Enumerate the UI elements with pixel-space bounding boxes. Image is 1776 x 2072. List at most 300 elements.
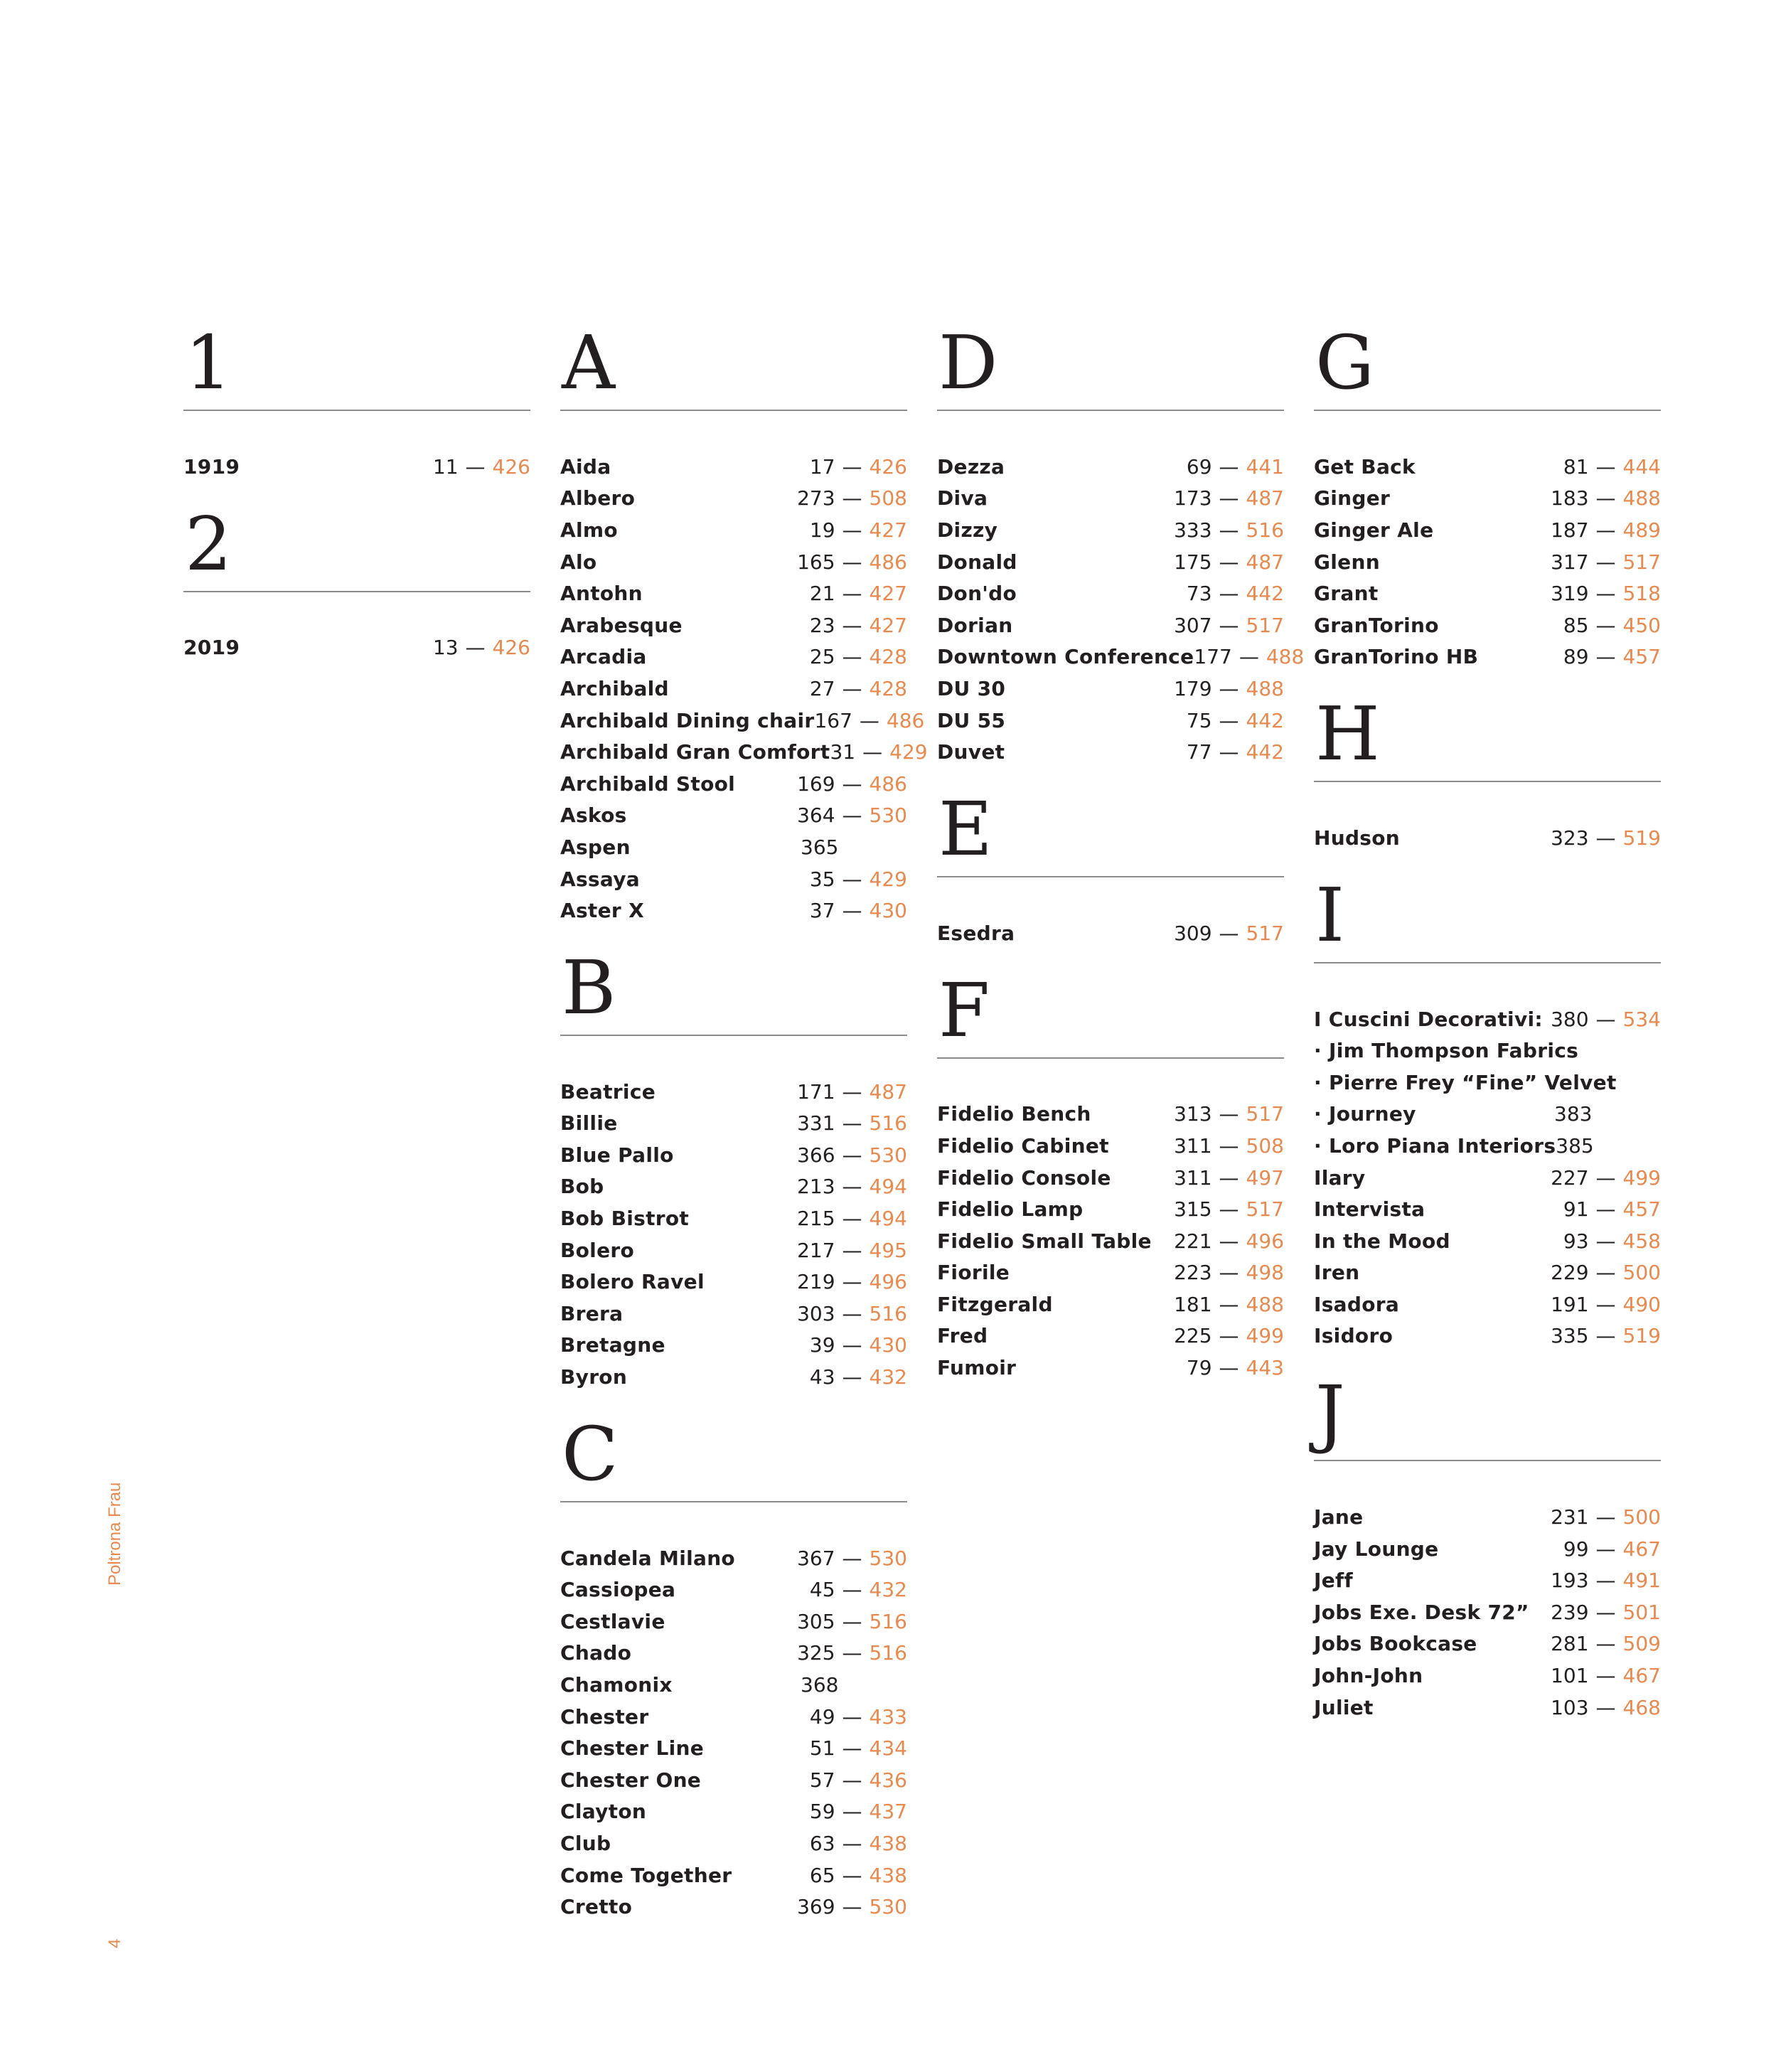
index-entry [560,673,907,705]
entry-pages [797,1547,907,1570]
entry-name: Billie [560,1111,618,1136]
entry-pages [1174,518,1284,542]
entry-page-start: 45 [809,1578,835,1602]
entry-name: 1919 [183,454,240,479]
entry-page-end: 517 [1246,1102,1284,1126]
entry-list [937,451,1305,768]
page-range-dash: — [1219,1165,1239,1190]
entry-name: Cestlavie [560,1609,665,1633]
entry-page-end: 494 [869,1175,907,1199]
index-entry [1314,483,1661,515]
index-entry [560,1234,907,1266]
entry-page-start: 11 [432,454,459,479]
page-range-dash: — [842,613,862,637]
entry-list [937,1099,1284,1384]
page-range-dash: — [1595,1569,1616,1593]
entry-pages [797,1207,907,1230]
entry-page-end: 534 [1622,1007,1661,1031]
index-entry [560,1701,907,1733]
index-entry [1314,1035,1661,1067]
entry-name: 2019 [183,636,240,660]
entry-pages [1187,740,1284,764]
entry-pages [1187,455,1284,479]
index-entry [560,895,907,926]
entry-pages [1551,518,1661,542]
index-entry [1314,1162,1661,1194]
entry-page-start: 167 [814,708,852,732]
index-section [937,785,1284,949]
entry-page-end: 467 [1622,1537,1661,1561]
entry-page-end: 438 [869,1831,907,1855]
entry-page-start: 213 [797,1175,835,1199]
entry-page-start: 175 [1174,550,1212,574]
index-entry [1314,577,1661,609]
index-entry [1314,1320,1661,1352]
entry-name: DU 55 [937,708,1006,732]
index-entry [1314,1628,1661,1660]
entry-pages [797,1641,907,1665]
entry-name: In the Mood [1314,1229,1450,1253]
entry-pages [797,1143,907,1167]
entry-page-start: 333 [1174,518,1212,542]
page-range-dash: — [1219,1197,1239,1222]
entry-pages [1563,455,1661,479]
entry-page-start: 367 [797,1546,835,1570]
page-range-dash: — [842,1365,862,1389]
index-entry [1314,641,1661,673]
entry-page-end: 430 [869,899,907,923]
entry-list [1314,1003,1661,1352]
page-range-dash: — [1219,676,1239,700]
entry-page-end: 427 [869,613,907,637]
page-range-dash: — [465,636,486,660]
index-column-1 [183,319,530,688]
section-letter: G [1315,319,1374,406]
entry-pages [810,1736,907,1760]
entry-pages [830,740,927,764]
entry-pages [810,582,907,605]
entry-list [560,451,928,926]
entry-page-start: 313 [1174,1102,1212,1126]
entry-pages [810,1800,907,1823]
entry-pages [797,1175,907,1198]
entry-pages [1194,645,1304,668]
page-number: 4 [105,1938,124,1948]
entry-page-start: 366 [797,1143,835,1167]
entry-page-start: 219 [797,1270,835,1294]
entry-name: Esedra [937,921,1015,945]
entry-name: Fitzgerald [937,1292,1053,1316]
section-divider [183,591,530,592]
page-range-dash: — [1219,486,1239,511]
entry-page-start: 65 [809,1863,835,1887]
entry-page-end: 486 [886,708,925,732]
entry-page-start: 31 [830,740,856,764]
entry-pages [1174,1229,1284,1253]
entry-name: GranTorino [1314,613,1439,637]
entry-page-end: 434 [869,1736,907,1761]
page-range-dash: — [842,1578,862,1602]
index-entry [560,1859,907,1891]
entry-page-end: 427 [869,518,907,542]
index-entry [1314,1660,1661,1692]
entry-page-start: 311 [1174,1165,1212,1190]
index-entry [937,641,1305,673]
section-divider [937,1057,1284,1059]
entry-page-start: 101 [1551,1664,1589,1688]
index-entry [937,546,1284,578]
entry-page-start: 311 [1174,1133,1212,1158]
page-range-dash: — [842,676,862,700]
entry-page-start: 217 [797,1238,835,1262]
entry-name: Archibald Gran Comfort [560,740,830,764]
entry-page-end: 519 [1622,826,1661,850]
entry-page-start: 305 [797,1609,835,1633]
entry-pages [1174,550,1284,574]
entry-name: Chester Line [560,1736,705,1761]
entry-page-end: 428 [869,645,907,669]
entry-page-start: 73 [1186,582,1212,606]
page-range-dash: — [1595,1695,1616,1719]
index-entry [1314,546,1661,578]
entry-page-end: 438 [869,1863,907,1887]
entry-pages [1174,1102,1284,1126]
page-range-dash: — [842,645,862,669]
entry-page-start: 57 [809,1768,835,1792]
index-entry [937,917,1284,949]
entry-page-end: 516 [869,1609,907,1633]
section-letter: 2 [185,500,231,587]
entry-page-start: 368 [801,1673,839,1697]
entry-pages [1174,486,1284,510]
entry-name: Glenn [1314,550,1380,574]
entry-pages [1551,486,1661,510]
index-entry [560,863,907,895]
page-range-dash: — [1219,582,1239,606]
page-range-dash: — [842,582,862,606]
page-range-dash: — [1595,1324,1616,1348]
entry-list [183,451,530,483]
entry-page-end: 488 [1246,1292,1284,1316]
page-range-dash: — [842,1609,862,1633]
entry-page-end: 457 [1622,1197,1661,1222]
entry-list [560,1076,907,1393]
entry-page-start: 303 [797,1301,835,1325]
entry-page-start: 215 [797,1207,835,1231]
section-divider [1314,962,1661,963]
entry-page-start: 319 [1551,582,1589,606]
entry-name: Fidelio Console [937,1165,1111,1190]
index-entry [1314,1288,1661,1320]
entry-name: Aida [560,454,611,479]
entry-list [1314,1501,1661,1723]
page-range-dash: — [842,1641,862,1665]
entry-name: Come Together [560,1863,732,1887]
entry-page-end: 442 [1246,708,1284,732]
entry-page-end: 491 [1622,1569,1661,1593]
entry-name: Dezza [937,454,1005,479]
entry-name: Clayton [560,1800,647,1824]
entry-page-end: 486 [869,771,907,796]
entry-page-end: 500 [1622,1505,1661,1529]
index-entry [1314,1130,1661,1162]
entry-page-start: 335 [1551,1324,1589,1348]
entry-name: GranTorino HB [1314,645,1479,669]
page-range-dash: — [862,740,883,764]
page-range-dash: — [1219,1229,1239,1253]
entry-page-end: 516 [869,1641,907,1665]
page-range-dash: — [1219,1292,1239,1316]
index-entry [560,641,907,673]
entry-page-end: 432 [869,1578,907,1602]
entry-name: John-John [1314,1664,1423,1688]
page-range-dash: — [1595,1197,1616,1222]
entry-page-end: 457 [1622,645,1661,669]
index-entry [560,1171,907,1203]
entry-name: Dizzy [937,518,998,542]
page-range-dash: — [1595,582,1616,606]
index-entry [560,451,907,483]
entry-pages [810,1705,907,1729]
index-entry [1314,609,1661,641]
entry-page-end: 517 [1246,1197,1284,1222]
entry-page-start: 193 [1551,1569,1589,1593]
index-entry [937,609,1284,641]
entry-pages [433,636,530,659]
index-entry [183,451,530,483]
index-entry [937,673,1284,705]
page-range-dash: — [1595,454,1616,479]
publisher-label: Poltrona Frau [105,1482,124,1586]
page-range-dash: — [1595,1505,1616,1529]
index-section [1314,690,1661,854]
index-entry [560,1574,907,1606]
index-section [560,1410,907,1923]
page-range-dash: — [1595,1600,1616,1624]
entry-page-start: 75 [1186,708,1212,732]
entry-page-end: 496 [1246,1229,1284,1253]
entry-name: Bob [560,1175,604,1199]
entry-pages [810,614,907,637]
page-range-dash: — [1595,1261,1616,1285]
index-section [1314,319,1661,673]
entry-pages [810,645,907,668]
entry-name: · Jim Thompson Fabrics [1314,1039,1579,1063]
entry-pages [797,772,907,796]
entry-pages [1551,1324,1661,1347]
entry-page-end: 486 [869,550,907,574]
entry-pages [1551,1293,1661,1316]
entry-name: Hudson [1314,826,1401,850]
entry-page-start: 17 [809,454,835,479]
entry-name: Albero [560,486,636,511]
index-entry [1314,1225,1661,1257]
entry-name: Club [560,1831,611,1855]
entry-pages [797,803,907,827]
index-entry [560,1669,907,1701]
entry-page-start: 364 [797,803,835,828]
page-range-dash: — [842,803,862,828]
page-range-dash: — [1595,1537,1616,1561]
entry-name: Aster X [560,899,644,923]
entry-name: Don'do [937,582,1017,606]
entry-page-end: 442 [1246,582,1284,606]
entry-pages [1551,582,1661,605]
page-range-dash: — [842,486,862,511]
index-entry [560,1638,907,1670]
entry-pages [810,1365,907,1389]
page-range-dash: — [859,708,879,732]
entry-page-end: 437 [869,1800,907,1824]
index-entry [1314,1533,1661,1565]
entry-name: Fidelio Lamp [937,1197,1084,1222]
entry-page-start: 315 [1174,1197,1212,1222]
entry-pages [1551,1664,1661,1687]
entry-page-end: 509 [1622,1632,1661,1656]
page-range-dash: — [842,1238,862,1262]
entry-name: Jobs Exe. Desk 72” [1314,1600,1529,1624]
index-entry [560,1796,907,1828]
entry-pages [810,455,907,479]
entry-name: Antohn [560,582,643,606]
entry-name: Fidelio Small Table [937,1229,1152,1253]
page-range-dash: — [1219,454,1239,479]
entry-page-start: 225 [1174,1324,1212,1348]
page-range-dash: — [842,1895,862,1919]
index-entry [560,1076,907,1108]
entry-page-end: 530 [869,1895,907,1919]
entry-name: Chester [560,1704,649,1729]
entry-page-end: 530 [869,1546,907,1570]
entry-pages [1174,1293,1284,1316]
entry-page-end: 501 [1622,1600,1661,1624]
entry-name: Fidelio Bench [937,1102,1091,1126]
entry-page-start: 325 [797,1641,835,1665]
entry-name: Bolero Ravel [560,1270,705,1294]
page-range-dash: — [465,454,486,479]
index-entry [1314,451,1661,483]
page-range-dash: — [842,1333,862,1357]
entry-page-start: 317 [1551,550,1589,574]
index-entry [937,451,1284,483]
page-range-dash: — [1219,550,1239,574]
entry-pages [1563,1229,1661,1253]
entry-name: Ginger [1314,486,1391,511]
entry-name: Beatrice [560,1079,656,1104]
entry-page-end: 530 [869,1143,907,1167]
entry-pages [1551,1632,1661,1655]
entry-name: · Journey [1314,1102,1416,1126]
entry-pages [1551,1166,1661,1190]
entry-page-start: 23 [809,613,835,637]
entry-page-end: 428 [869,676,907,700]
entry-pages [797,1080,907,1104]
page-range-dash: — [842,1207,862,1231]
index-entry [937,1225,1284,1257]
entry-name: Duvet [937,740,1005,764]
index-entry [560,1298,907,1330]
entry-page-start: 91 [1563,1197,1589,1222]
page-range-dash: — [1595,826,1616,850]
index-entry [937,577,1284,609]
entry-page-start: 35 [809,867,835,891]
entry-name: Jobs Bookcase [1314,1632,1477,1656]
page-range-dash: — [1595,518,1616,542]
entry-page-start: 99 [1563,1537,1589,1561]
entry-list [560,1542,907,1923]
section-letter: C [562,1410,617,1497]
entry-name: Arabesque [560,613,683,637]
entry-page-end: 488 [1266,645,1305,669]
entry-page-end: 500 [1622,1261,1661,1285]
index-entry [560,1732,907,1764]
entry-pages [1551,826,1661,850]
entry-list [937,917,1284,949]
entry-name: Blue Pallo [560,1143,674,1167]
page-range-dash: — [1219,613,1239,637]
entry-pages [810,1768,907,1792]
entry-page-end: 426 [492,636,530,660]
index-entry [560,1266,907,1298]
entry-name: Donald [937,550,1017,574]
section-divider [560,410,907,411]
entry-page-end: 458 [1622,1229,1661,1253]
entry-page-start: 37 [809,899,835,923]
entry-pages [810,1333,907,1357]
entry-pages [1551,1601,1661,1624]
page-range-dash: — [1595,1292,1616,1316]
index-entry [560,577,907,609]
entry-pages [1551,1261,1661,1284]
page-range-dash: — [1239,645,1259,669]
page-range-dash: — [842,1175,862,1199]
entry-page-start: 183 [1551,486,1589,511]
entry-page-end: 517 [1246,613,1284,637]
entry-name: Almo [560,518,618,542]
page-range-dash: — [842,1079,862,1104]
index-entry [560,1606,907,1638]
entry-page-end: 487 [1246,486,1284,511]
entry-page-start: 331 [797,1111,835,1136]
page-range-dash: — [842,1831,862,1855]
entry-page-start: 181 [1174,1292,1212,1316]
index-entry [1314,1099,1661,1131]
page-range-dash: — [842,518,862,542]
entry-page-start: 369 [797,1895,835,1919]
page-range-dash: — [842,1143,862,1167]
entry-pages [1551,1008,1661,1031]
entry-pages [797,1239,907,1262]
entry-page-end: 516 [1246,518,1284,542]
section-divider [560,1501,907,1502]
section-letter: D [938,319,997,406]
entry-page-end: 468 [1622,1695,1661,1719]
section-divider [937,410,1284,411]
entry-name: Arcadia [560,645,647,669]
entry-pages [810,899,907,922]
index-entry [560,483,907,515]
page-range-dash: — [1595,1229,1616,1253]
entry-page-end: 494 [869,1207,907,1231]
entry-name: Bolero [560,1238,635,1262]
entry-name: I Cuscini Decorativi: [1314,1007,1543,1031]
entry-page-start: 307 [1174,613,1212,637]
page-range-dash: — [1595,1632,1616,1656]
entry-pages [1551,1696,1661,1719]
entry-name: Fred [937,1324,988,1348]
entry-page-start: 85 [1563,613,1589,637]
entry-name: Dorian [937,613,1013,637]
